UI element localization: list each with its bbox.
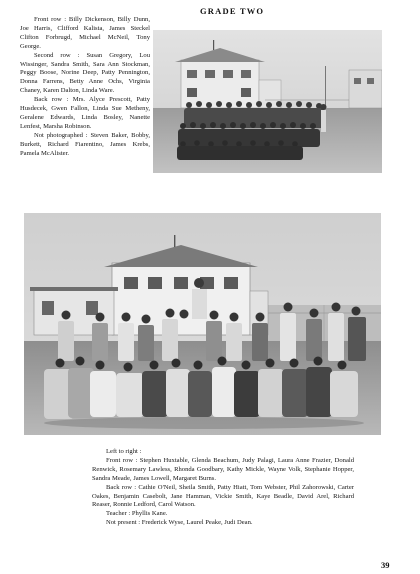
class-photo-bottom xyxy=(24,213,381,435)
class-photo-top-image xyxy=(153,30,382,173)
back-row-names: Back row : Mrs. Alyce Prescott, Patty Husdecek, Gwen Fallon, Linda Sue Metheny, Geralene Edwards, Linda Bosley, Nanette Lenfest, Marsha Robinson. xyxy=(20,96,150,130)
front-row-names: Front row : Billy Dickenson, Billy Dunn, Joe Harris, Clifford Kalista, James Steckel Clifton Forbrugd, Michael McNeil, Tony George. xyxy=(20,16,150,50)
class-photo-bottom-image xyxy=(24,213,381,435)
not-present-names: Not present : Frederick Wyse, Laurel Peake, Judi Dean. xyxy=(106,519,253,527)
teacher-name: Teacher : Phyllis Kane. xyxy=(106,510,168,518)
top-photo-caption xyxy=(20,16,150,159)
class-photo-top xyxy=(153,30,382,173)
front-row-names-bottom: Front row : Stephen Huxtable, Glenda Beachum, Judy Palagi, Laura Anne Frazier, Donald Renwick, Rosemary Lawless, Rhonda Goodbary, Kathy Mickle, Wayne Volk, Stephanie Hopper, Sandra Meade, James Lowell, Margaret Burns. xyxy=(92,456,354,482)
not-photographed-names: Not photographed : Steven Baker, Bobby, Burkett, Richard Fiarentino, James Krebs, Pamela McAlister. xyxy=(20,131,150,157)
caption-heading: Left to right : xyxy=(106,448,142,455)
bottom-photo-caption xyxy=(92,448,354,528)
page-number: 39 xyxy=(381,560,390,570)
second-row-names: Second row : Susan Gregory, Lou Wissinger, Sandra Smith, Sara Ann Stockman, Peggy Boose, Norine Deep, Patty Pennington, Donna Farrens, Betty Anne Ochs, Virginia Chaney, Karen Dalton, Linda Ware. xyxy=(20,51,150,95)
back-row-names-bottom: Back row : Cathie O'Neil, Sheila Smith, Patty Hiatt, Tom Webster, Phil Zahorowski, Carter Oakes, Benjamin Casebolt, Jane Hamman, Vickie Smith, Kaye Beadle, David Arel, Richard Reaser, Ronnie Ledford, Carol Watson. xyxy=(92,483,354,509)
page-title: GRADE TWO xyxy=(200,6,265,16)
